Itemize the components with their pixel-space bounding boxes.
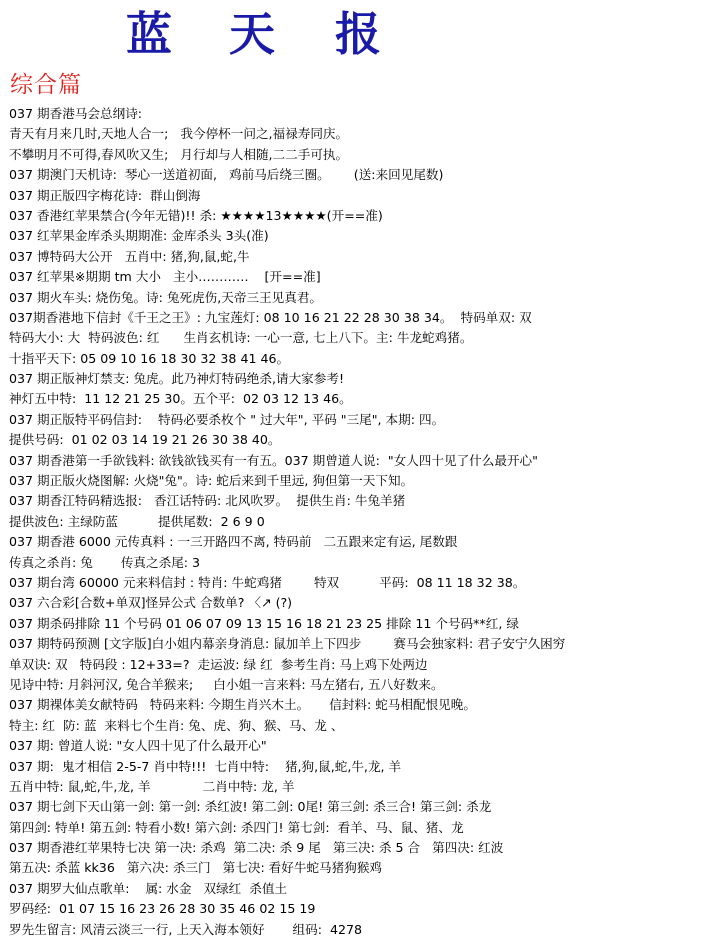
text-line: 第四剑: 特单! 第五剑: 特看小数! 第六剑: 杀四门! 第七剑: 看羊、马、鼠、猪、龙: [9, 819, 464, 835]
text-line: 037 期香港第一手欲钱料: 欲钱欲钱买有一有五。037 期曾道人说: "女人四十见了什么最开心": [9, 452, 538, 468]
text-line: 037期香港地下信封《千王之王》: 九宝莲灯: 08 10 16 21 22 28 30 38 34。 特码单双: 双: [9, 309, 532, 325]
text-line: 神灯五中特: 11 12 21 25 30。五个平: 02 03 12 13 46。: [9, 391, 352, 407]
text-line: 037 期香港马会总纲诗:: [9, 106, 143, 121]
text-line: 不攀明月不可得,春风吹又生; 月行却与人相随,二二手可执。: [9, 146, 349, 162]
text-line: 037 期: 鬼才相信 2-5-7 肖中特!!! 七肖中特: 猪,狗,鼠,蛇,牛,龙, 羊: [9, 758, 402, 774]
article-body: [9, 104, 721, 940]
text-line: 037 期正版四字梅花诗: 群山倒海: [9, 187, 201, 203]
text-line: 罗码经: 01 07 15 16 23 26 28 30 35 46 02 15 19: [9, 901, 316, 917]
text-line: 037 六合彩[合数+单双]怪异公式 合数单? 〈↗ (?): [9, 595, 293, 611]
text-line: 见诗中特: 月斜河汉, 兔合羊猴来; 白小姐一言来料: 马左猪右, 五八好数来。: [9, 676, 444, 692]
text-line: 罗先生留言: 风清云淡三一行, 上天入海本领好 组码: 4278: [9, 921, 363, 937]
text-line: 037 红苹果※期期 tm 大小 主小………… [开==准]: [9, 269, 321, 285]
masthead: [0, 6, 727, 62]
text-line: 五肖中特: 鼠,蛇,牛,龙, 羊 二肖中特: 龙, 羊: [9, 778, 295, 794]
text-line: 037 期杀码排除 11 个号码 01 06 07 09 13 15 16 18 21 23 25 排除 11 个号码**红, 绿: [9, 615, 519, 631]
text-line: 十指平天下: 05 09 10 16 18 30 32 38 41 46。: [9, 350, 290, 366]
text-line: 提供号码: 01 02 03 14 19 21 26 30 38 40。: [9, 432, 281, 448]
text-line: 037 期香港 6000 元传真料 : 一三开路四不离, 特码前 二五跟来定有运, 尾数跟: [9, 534, 458, 550]
masthead-char-2: 天: [229, 7, 275, 61]
text-line: 037 香港红苹果禁合(今年无错)!! 杀: ★★★★13★★★★(开==准): [9, 207, 383, 223]
text-line: 单双诀: 双 特码段 : 12+33=? 走运波: 绿 红 参考生肖: 马上鸡下处两边: [9, 656, 428, 672]
text-line: 037 期七剑下天山第一剑: 第一剑: 杀红波! 第二剑: 0尾! 第三剑: 杀三合! 第三剑: 杀龙: [9, 799, 492, 815]
text-line: 037 博特码大公开 五肖中: 猪,狗,鼠,蛇,牛: [9, 248, 250, 264]
section-title: 综合篇: [10, 72, 82, 98]
text-line: 037 期正版火烧图解: 火烧"兔"。诗: 蛇后来到千里远, 狗但第一天下知。: [9, 473, 414, 489]
text-line: 037 期正版特平码信封: 特码必要杀枚个 " 过大年", 平码 "三尾", 本期: 四。: [9, 411, 445, 427]
text-line: 037 期台湾 60000 元来料信封 : 特肖: 牛蛇鸡猪 特双 平码: 08 11 18 32 38。: [9, 574, 526, 590]
text-line: 037 期香港红苹果特七决 第一决: 杀鸡 第二决: 杀 9 尾 第三决: 杀 5 合 第四决: 红波: [9, 840, 504, 856]
text-line: 037 期正版神灯禁支: 兔虎。此乃神灯特码绝杀,请大家参考!: [9, 371, 344, 387]
masthead-char-3: 报: [335, 7, 381, 61]
text-line: 037 期火车头: 烧伤兔。诗: 兔死虎伤,天帝三王见真君。: [9, 289, 323, 305]
text-line: 特主: 红 防: 蓝 来料七个生肖: 兔、虎、狗、猴、马、龙 、: [9, 717, 344, 733]
text-line: 037 期裸体美女献特码 特码来料: 今期生肖兴木土。 信封料: 蛇马相配恨见晚。: [9, 697, 476, 713]
text-line: 第五决: 杀蓝 kk36 第六决: 杀三门 第七决: 看好牛蛇马猪狗猴鸡: [9, 860, 383, 876]
text-line: 青天有月来几时,天地人合一; 我今停杯一问之,福禄寿同庆。: [9, 126, 349, 142]
text-line: 提供波色: 主绿防蓝 提供尾数: 2 6 9 0: [9, 513, 265, 529]
text-line: 特码大小: 大 特码波色: 红 生肖玄机诗: 一心一意, 七上八下。主: 牛龙蛇鸡猪。: [9, 330, 473, 346]
text-line: 037 期特码预测 [文字版]白小姐内幕亲身消息: 鼠加羊上下四步 赛马会独家料: 君子安宁久困穷: [9, 636, 566, 652]
text-line: 037 红苹果金库杀头期期准: 金库杀头 3头(准): [9, 228, 269, 244]
text-line: 037 期: 曾道人说: "女人四十见了什么最开心": [9, 738, 267, 754]
text-line: 037 期香江特码精选报: 香江话特码: 北风吹罗。 提供生肖: 牛兔羊猪: [9, 493, 406, 509]
text-line: 037 期澳门天机诗: 琴心一送道初面, 鸡前马后绕三圈。 (送:来回见尾数): [9, 167, 444, 183]
text-line: 037 期罗大仙点歌单: 属: 水金 双绿红 杀值土: [9, 880, 288, 896]
text-line: 传真之杀肖: 兔 传真之杀尾: 3: [9, 554, 201, 570]
masthead-char-1: 蓝: [126, 7, 172, 61]
